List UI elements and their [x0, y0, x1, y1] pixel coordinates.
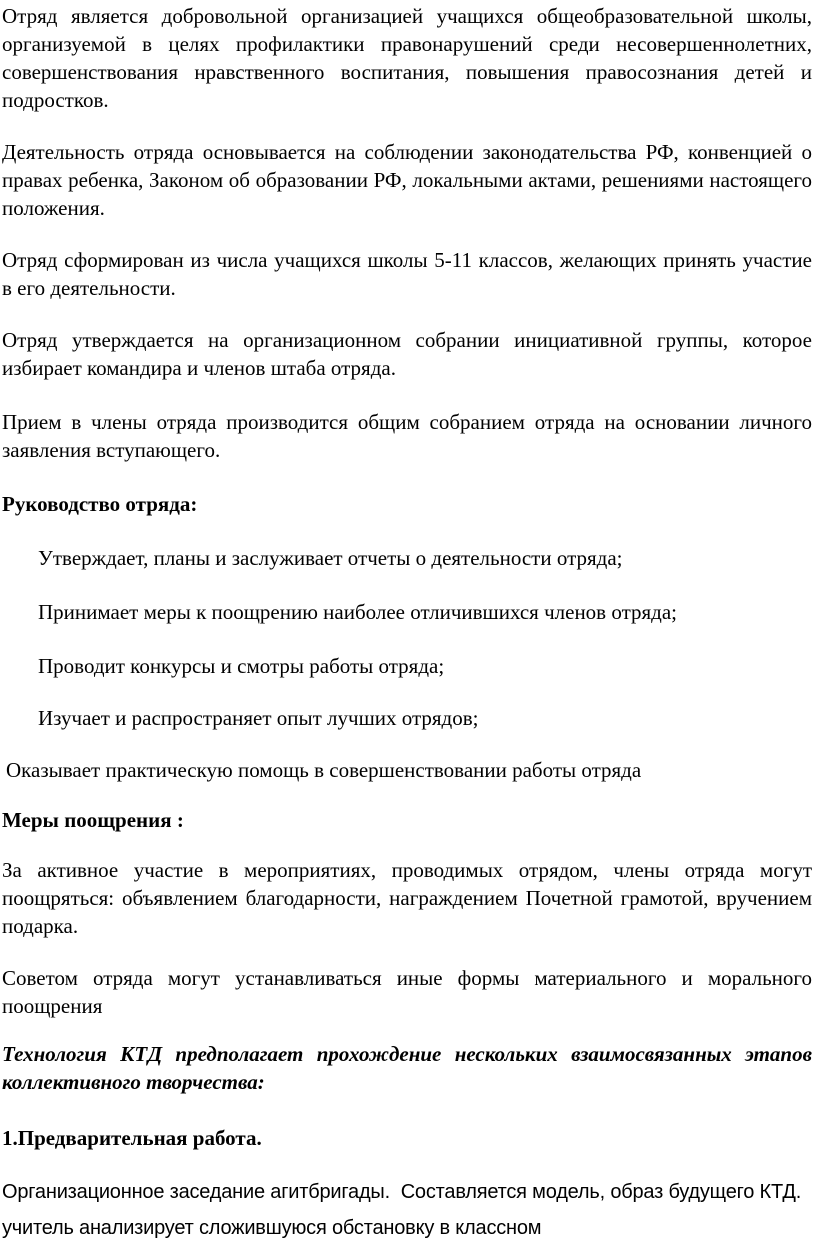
leadership-item: Принимает меры к поощрению наиболее отличившихся членов отряда;: [38, 600, 678, 624]
paragraph-rewards: За активное участие в мероприятиях, проводимых отрядом, члены отряда могут поощряться: объявлением благодарности, награждением Почетной грамотой, вручением подарка.: [2, 858, 812, 938]
ktd-heading: Технология КТД предполагает прохождение нескольких взаимосвязанных этапов коллективного творчества:: [2, 1042, 812, 1094]
paragraph-approval: Отряд утверждается на организационном собрании инициативной группы, которое избирает командира и членов штаба отряда.: [2, 328, 812, 380]
leadership-heading: Руководство отряда:: [2, 492, 198, 516]
stage-heading: 1.Предварительная работа.: [2, 1126, 262, 1150]
stage-text-part2: Составляется модель, образ будущего КТД. учитель анализирует сложившуюся обстановку в классном: [2, 1181, 802, 1239]
leadership-item: Оказывает практическую помощь в совершенствовании работы отряда: [6, 758, 642, 782]
paragraph-formation: Отряд сформирован из числа учащихся школы 5-11 классов, желающих принять участие в его деятельности.: [2, 248, 812, 300]
paragraph-other-rewards: Советом отряда могут устанавливаться иные формы материального и морального поощрения: [2, 966, 812, 1018]
stage-text-part1: Организационное заседание агитбригады.: [2, 1181, 390, 1203]
leadership-item: Утверждает, планы и заслуживает отчеты о деятельности отряда;: [38, 546, 623, 570]
paragraph-legal-basis: Деятельность отряда основывается на соблюдении законодательства РФ, конвенцией о правах ребенка, Законом об образовании РФ, локальными актами, решениями настоящего положения.: [2, 140, 812, 220]
paragraph-purpose: Отряд является добровольной организацией учащихся общеобразовательной школы, организуемой в целях профилактики правонарушений среди несовершеннолетних, совершенствования нравственного воспитания, повышения правосознания детей и подростков.: [2, 4, 812, 112]
stage-text: [2, 1174, 812, 1246]
rewards-heading: Меры поощрения :: [2, 808, 184, 832]
leadership-item: Изучает и распространяет опыт лучших отрядов;: [38, 706, 479, 730]
paragraph-admission: Прием в члены отряда производится общим собранием отряда на основании личного заявления вступающего.: [2, 410, 812, 462]
leadership-item: Проводит конкурсы и смотры работы отряда;: [38, 654, 445, 678]
